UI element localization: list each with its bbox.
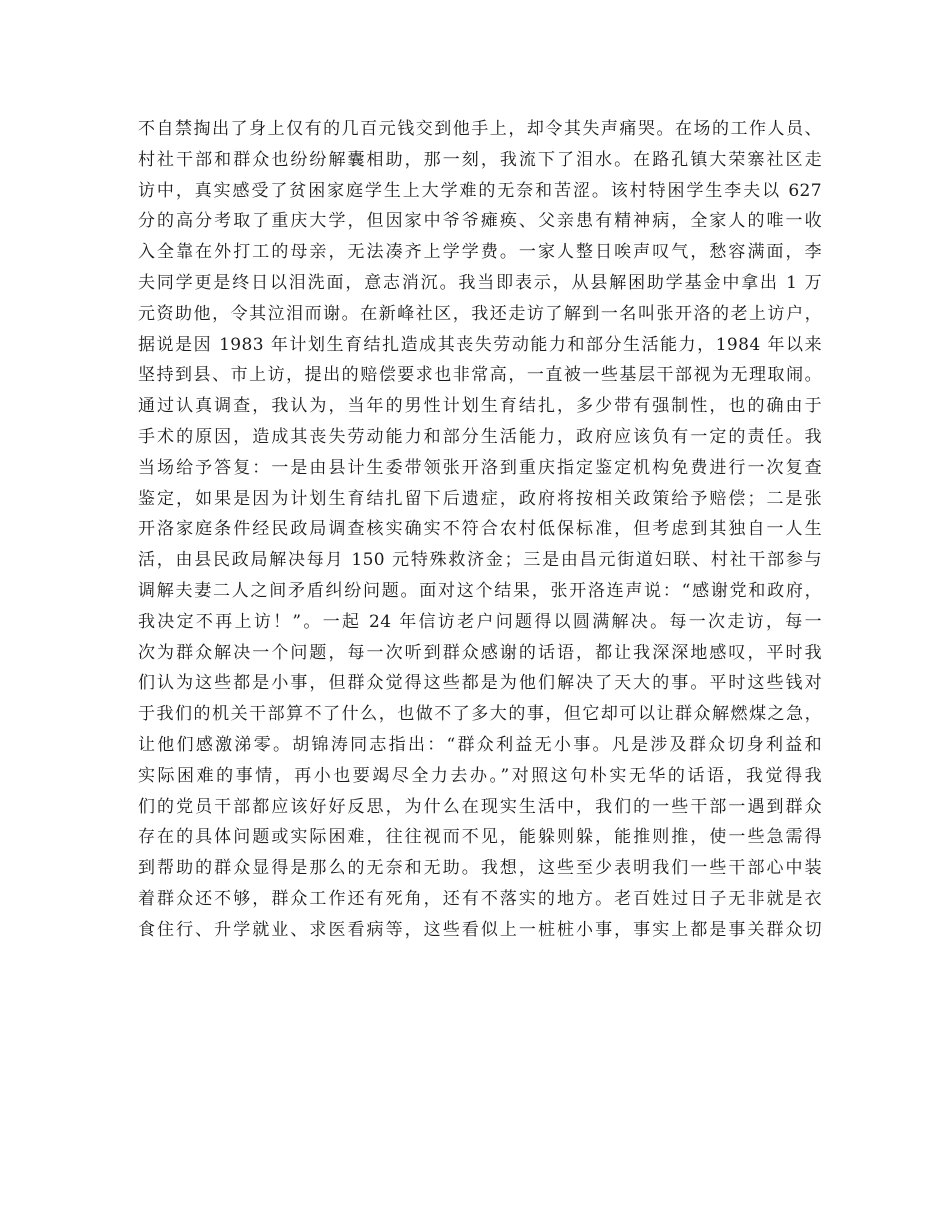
text-line: 分的高分考取了重庆大学，但因家中爷爷瘫痪、父亲患有精神病，全家人的唯一收 xyxy=(138,211,822,232)
text-line: 食住行、升学就业、求医看病等，这些看似上一桩桩小事，事实上都是事关群众切 xyxy=(138,919,822,940)
text-line: 们认为这些都是小事，但群众觉得这些都是为他们解决了天大的事。平时这些钱对 xyxy=(138,673,822,694)
text-line: 让他们感激涕零。胡锦涛同志指出：“群众利益无小事。凡是涉及群众切身利益和 xyxy=(138,734,822,755)
text-line: 不自禁掏出了身上仅有的几百元钱交到他手上，却令其失声痛哭。在场的工作人员、 xyxy=(138,119,822,139)
text-line: 于我们的机关干部算不了什么，也做不了多大的事，但它却可以让群众解燃煤之急， xyxy=(138,704,822,725)
text-line: 手术的原因，造成其丧失劳动能力和部分生活能力，政府应该负有一定的责任。我 xyxy=(138,426,822,447)
text-line: 当场给予答复：一是由县计生委带领张开洛到重庆指定鉴定机构免费进行一次复查 xyxy=(138,457,822,478)
text-line: 开洛家庭条件经民政局调查核实确实不符合农村低保标准，但考虑到其独自一人生 xyxy=(138,519,822,540)
text-line: 访中，真实感受了贫困家庭学生上大学难的无奈和苦涩。该村特困学生李夫以 627 xyxy=(138,180,822,201)
text-line: 存在的具体问题或实际困难，往往视而不见，能躲则躲，能推则推，使一些急需得 xyxy=(138,827,822,848)
text-line: 着群众还不够，群众工作还有死角，还有不落实的地方。老百姓过日子无非就是衣 xyxy=(138,888,822,909)
text-line: 次为群众解决一个问题，每一次听到群众感谢的话语，都让我深深地感叹，平时我 xyxy=(138,642,822,663)
text-line: 实际困难的事情，再小也要竭尽全力去办。”对照这句朴实无华的话语，我觉得我 xyxy=(138,765,822,786)
text-line: 我决定不再上访！”。一起 24 年信访老户问题得以圆满解决。每一次走访，每一 xyxy=(138,611,822,632)
text-line: 们的党员干部都应该好好反思，为什么在现实生活中，我们的一些干部一遇到群众 xyxy=(138,796,822,817)
body-text xyxy=(138,114,822,946)
text-line: 坚持到县、市上访，提出的赔偿要求也非常高，一直被一些基层干部视为无理取闹。 xyxy=(138,365,822,386)
text-line: 据说是因 1983 年计划生育结扎造成其丧失劳动能力和部分生活能力，1984 年以来 xyxy=(138,334,822,355)
text-line: 村社干部和群众也纷纷解囊相助，那一刻，我流下了泪水。在路孔镇大荣寨社区走 xyxy=(138,149,822,170)
text-line: 通过认真调查，我认为，当年的男性计划生育结扎，多少带有强制性，也的确由于 xyxy=(138,396,822,417)
text-line: 元资助他，令其泣泪而谢。在新峰社区，我还走访了解到一名叫张开洛的老上访户， xyxy=(138,303,822,324)
text-line: 调解夫妻二人之间矛盾纠纷问题。面对这个结果，张开洛连声说：“感谢党和政府， xyxy=(138,580,822,601)
text-line: 活，由县民政局解决每月 150 元特殊救济金；三是由昌元街道妇联、村社干部参与 xyxy=(138,550,822,571)
text-line: 到帮助的群众显得是那么的无奈和无助。我想，这些至少表明我们一些干部心中装 xyxy=(138,858,822,879)
text-line: 入全靠在外打工的母亲，无法凑齐上学学费。一家人整日唉声叹气，愁容满面，李 xyxy=(138,242,822,263)
text-line: 鉴定，如果是因为计划生育结扎留下后遗症，政府将按相关政策给予赔偿；二是张 xyxy=(138,488,822,509)
text-line: 夫同学更是终日以泪洗面，意志消沉。我当即表示，从县解困助学基金中拿出 1 万 xyxy=(138,272,822,293)
